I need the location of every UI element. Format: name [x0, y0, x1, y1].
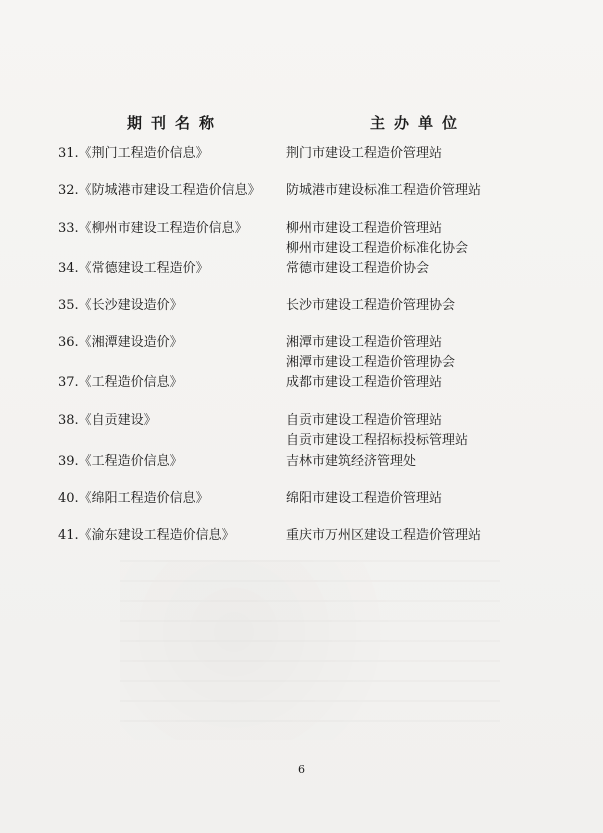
organizer-line: 柳州市建设工程造价管理站: [286, 221, 443, 236]
header-organizer: 主办单位: [370, 114, 467, 132]
publication-title: 34.《常德建设工程造价》: [58, 261, 209, 276]
page-number: 6: [298, 763, 305, 776]
organizer-line: 重庆市万州区建设工程造价管理站: [286, 528, 482, 543]
publication-title: 37.《工程造价信息》: [58, 375, 183, 390]
organizer-line: 绵阳市建设工程造价管理站: [286, 491, 443, 506]
organizer-line: 自贡市建设工程造价管理站: [286, 413, 443, 428]
organizer-line: 荆门市建设工程造价管理站: [286, 146, 443, 161]
organizer-line: 常德市建设工程造价协会: [286, 261, 430, 276]
publication-title: 36.《湘潭建设造价》: [58, 335, 183, 350]
table-header: [0, 112, 603, 136]
organizer-line: 柳州市建设工程造价标准化协会: [286, 241, 469, 256]
publication-title: 33.《柳州市建设工程造价信息》: [58, 221, 248, 236]
organizer-line: 自贡市建设工程招标投标管理站: [286, 433, 469, 448]
publication-title: 40.《绵阳工程造价信息》: [58, 491, 209, 506]
publication-title: 39.《工程造价信息》: [58, 454, 183, 469]
organizer-line: 防城港市建设标准工程造价管理站: [286, 183, 482, 198]
publication-title: 35.《长沙建设造价》: [58, 298, 183, 313]
organizer-line: 成都市建设工程造价管理站: [286, 375, 443, 390]
organizer-line: 湘潭市建设工程造价管理站: [286, 335, 443, 350]
organizer-line: 长沙市建设工程造价管理协会: [286, 298, 456, 313]
organizer-line: 湘潭市建设工程造价管理协会: [286, 355, 456, 370]
publication-title: 38.《自贡建设》: [58, 413, 157, 428]
publication-title: 32.《防城港市建设工程造价信息》: [58, 183, 261, 198]
show-through-artifact: [120, 560, 500, 740]
organizer-line: 吉林市建筑经济管理处: [286, 454, 417, 469]
publication-title: 31.《荆门工程造价信息》: [58, 146, 209, 161]
publication-title: 41.《渝东建设工程造价信息》: [58, 528, 235, 543]
header-publication-name: 期刊名称: [127, 114, 224, 132]
